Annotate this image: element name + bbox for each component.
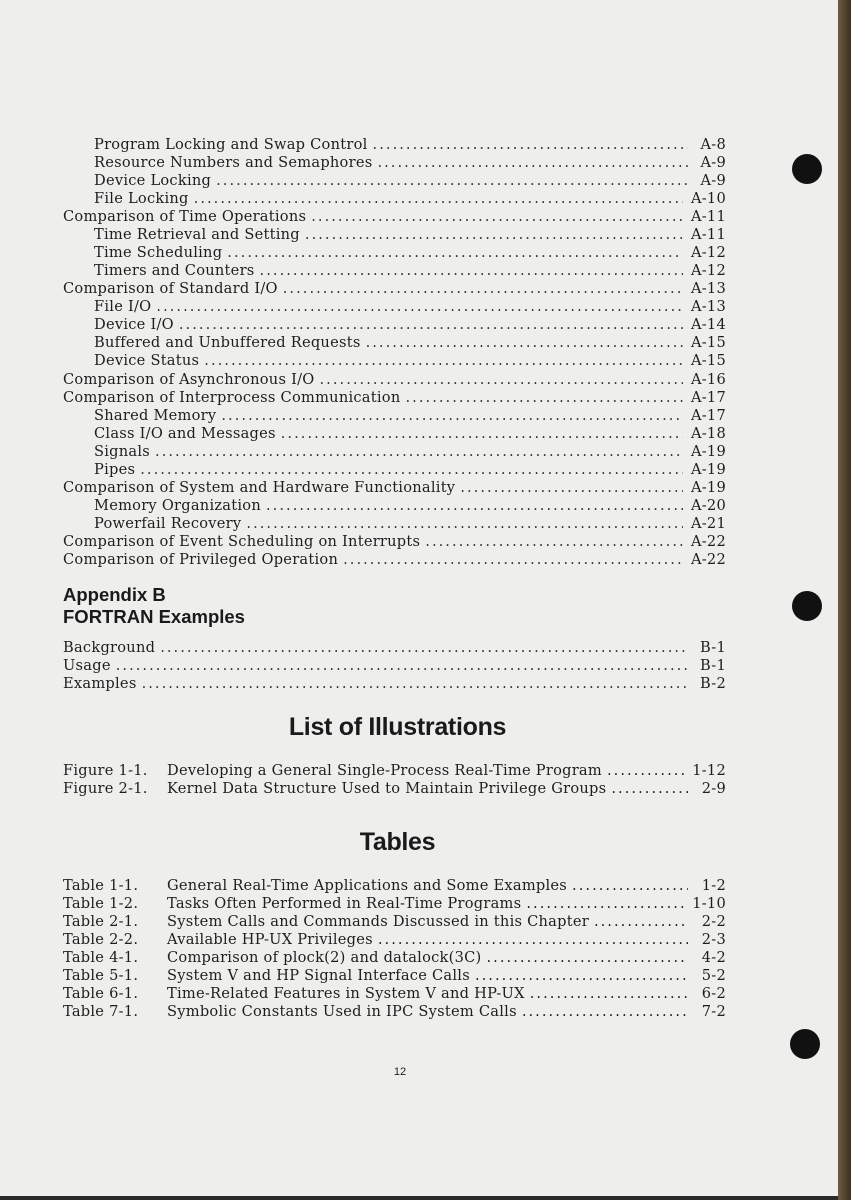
- toc-entry-label: File Locking: [94, 190, 189, 207]
- toc-entry-label: Comparison of System and Hardware Functionality: [63, 479, 456, 496]
- toc-entry-page: A-11: [690, 208, 726, 225]
- toc-entry-page: A-22: [690, 551, 726, 568]
- leader-dots: [405, 389, 682, 407]
- toc-entry[interactable]: [63, 533, 726, 551]
- toc-entry-label: Time Retrieval and Setting: [94, 226, 300, 243]
- page-edge: [838, 0, 851, 1200]
- table-number: Table 2-1.: [63, 913, 139, 930]
- table-label: Available HP-UX Privileges: [167, 931, 373, 948]
- leader-dots: [283, 280, 683, 298]
- toc-entry[interactable]: [94, 334, 726, 352]
- toc-entry-label: Signals: [94, 443, 151, 460]
- page-number: 12: [393, 1066, 407, 1078]
- table-page: 1-10: [692, 895, 726, 912]
- leader-dots: [281, 425, 683, 443]
- toc-entry-label: Class I/O and Messages: [94, 425, 276, 442]
- leader-dots: [227, 244, 683, 262]
- figure-page: 2-9: [701, 780, 726, 797]
- toc-entry-label: Comparison of Interprocess Communication: [63, 389, 401, 406]
- toc-entry-label: Program Locking and Swap Control: [94, 136, 368, 153]
- toc-entry-page: A-19: [690, 461, 726, 478]
- toc-entry-page: A-11: [690, 226, 726, 243]
- toc-entry-label: Comparison of Privileged Operation: [63, 551, 339, 568]
- leader-dots: [526, 895, 684, 913]
- toc-entry[interactable]: [94, 497, 726, 515]
- leader-dots: [460, 479, 683, 497]
- toc-entry[interactable]: [63, 639, 726, 657]
- toc-entry[interactable]: [94, 298, 726, 316]
- figure-entry[interactable]: [63, 780, 726, 798]
- toc-entry[interactable]: [94, 352, 726, 370]
- table-number: Table 2-2.: [63, 931, 139, 948]
- leader-dots: [204, 352, 683, 370]
- leader-dots: [179, 316, 683, 334]
- leader-dots: [155, 443, 683, 461]
- leader-dots: [156, 298, 683, 316]
- appendix-b-title: [63, 584, 245, 628]
- toc-entry[interactable]: [94, 461, 726, 479]
- toc-entry-page: B-2: [700, 675, 726, 692]
- toc-entry-page: A-19: [690, 443, 726, 460]
- table-number: Table 1-2.: [63, 895, 139, 912]
- toc-entry[interactable]: [63, 208, 726, 226]
- toc-entry-page: B-1: [700, 657, 726, 674]
- toc-entry[interactable]: [94, 154, 726, 172]
- table-page: 1-2: [701, 877, 726, 894]
- table-page: 2-3: [701, 931, 726, 948]
- toc-entry-page: B-1: [700, 639, 726, 656]
- toc-entry-page: A-9: [700, 154, 726, 171]
- table-number: Table 4-1.: [63, 949, 139, 966]
- figure-label: Kernel Data Structure Used to Maintain Privilege Groups: [167, 780, 607, 797]
- toc-entry[interactable]: [94, 172, 726, 190]
- toc-entry-label: Comparison of Asynchronous I/O: [63, 371, 315, 388]
- toc-entry-label: Device I/O: [94, 316, 174, 333]
- toc-entry-page: A-22: [690, 533, 726, 550]
- toc-entry-label: Memory Organization: [94, 497, 261, 514]
- figure-entry[interactable]: [63, 762, 726, 780]
- leader-dots: [221, 407, 683, 425]
- toc-entry[interactable]: [94, 262, 726, 280]
- leader-dots: [160, 639, 688, 657]
- toc-entry[interactable]: [94, 244, 726, 262]
- toc-entry-page: A-19: [690, 479, 726, 496]
- toc-entry[interactable]: [94, 136, 726, 154]
- toc-entry-label: Timers and Counters: [94, 262, 255, 279]
- toc-entry-label: Background: [63, 639, 156, 656]
- toc-entry[interactable]: [63, 371, 726, 389]
- table-page: 6-2: [701, 985, 726, 1002]
- leader-dots: [266, 497, 683, 515]
- toc-entry-page: A-12: [690, 262, 726, 279]
- binder-hole-icon: [792, 154, 822, 184]
- leader-dots: [194, 190, 683, 208]
- toc-entry[interactable]: [63, 479, 726, 497]
- toc-entry[interactable]: [63, 675, 726, 693]
- toc-entry-page: A-12: [690, 244, 726, 261]
- toc-entry-label: Examples: [63, 675, 137, 692]
- leader-dots: [475, 967, 688, 985]
- toc-entry-page: A-16: [690, 371, 726, 388]
- table-page: 2-2: [701, 913, 726, 930]
- toc-entry[interactable]: [94, 443, 726, 461]
- toc-entry-page: A-15: [690, 352, 726, 369]
- table-entry[interactable]: [63, 877, 726, 895]
- binder-hole-icon: [792, 591, 822, 621]
- table-number: Table 5-1.: [63, 967, 139, 984]
- toc-entry-page: A-20: [690, 497, 726, 514]
- leader-dots: [572, 877, 688, 895]
- leader-dots: [487, 949, 689, 967]
- toc-entry-label: Buffered and Unbuffered Requests: [94, 334, 361, 351]
- leader-dots: [343, 551, 683, 569]
- leader-dots: [305, 226, 683, 244]
- toc-entry-page: A-14: [690, 316, 726, 333]
- toc-entry[interactable]: [94, 226, 726, 244]
- toc-entry-page: A-17: [690, 389, 726, 406]
- illustrations-heading: List of Illustrations: [288, 713, 507, 741]
- leader-dots: [425, 533, 683, 551]
- table-number: Table 1-1.: [63, 877, 139, 894]
- leader-dots: [594, 913, 688, 931]
- toc-entry[interactable]: [94, 515, 726, 533]
- toc-entry-page: A-13: [690, 280, 726, 297]
- toc-entry[interactable]: [63, 657, 726, 675]
- toc-entry-label: Comparison of Time Operations: [63, 208, 307, 225]
- table-entry[interactable]: [63, 967, 726, 985]
- toc-entry-label: Pipes: [94, 461, 136, 478]
- table-label: Time-Related Features in System V and HP-UX: [167, 985, 525, 1002]
- toc-entry-label: Resource Numbers and Semaphores: [94, 154, 373, 171]
- toc-entry-page: A-15: [690, 334, 726, 351]
- appendix-b-line1: Appendix B: [63, 584, 166, 605]
- table-page: 5-2: [701, 967, 726, 984]
- table-entry[interactable]: [63, 931, 726, 949]
- leader-dots: [142, 675, 688, 693]
- leader-dots: [216, 172, 688, 190]
- toc-entry[interactable]: [63, 551, 726, 569]
- leader-dots: [116, 657, 688, 675]
- leader-dots: [260, 262, 683, 280]
- leader-dots: [378, 931, 688, 949]
- figure-number: Figure 2-1.: [63, 780, 148, 797]
- leader-dots: [140, 461, 683, 479]
- leader-dots: [373, 136, 688, 154]
- figure-page: 1-12: [692, 762, 726, 779]
- figure-number: Figure 1-1.: [63, 762, 148, 779]
- toc-entry-page: A-17: [690, 407, 726, 424]
- table-entry[interactable]: [63, 949, 726, 967]
- table-label: Comparison of plock(2) and datalock(3C): [167, 949, 482, 966]
- table-label: System V and HP Signal Interface Calls: [167, 967, 470, 984]
- table-entry[interactable]: [63, 985, 726, 1003]
- table-entry[interactable]: [63, 895, 726, 913]
- table-entry[interactable]: [63, 1003, 726, 1021]
- table-page: 4-2: [701, 949, 726, 966]
- toc-entry[interactable]: [63, 280, 726, 298]
- table-label: Symbolic Constants Used in IPC System Calls: [167, 1003, 517, 1020]
- toc-entry-label: Powerfail Recovery: [94, 515, 242, 532]
- toc-entry-label: Comparison of Standard I/O: [63, 280, 278, 297]
- table-number: Table 7-1.: [63, 1003, 139, 1020]
- toc-entry-page: A-18: [690, 425, 726, 442]
- toc-entry-label: File I/O: [94, 298, 152, 315]
- leader-dots: [319, 371, 682, 389]
- tables-heading: Tables: [359, 828, 436, 856]
- table-number: Table 6-1.: [63, 985, 139, 1002]
- figure-label: Developing a General Single-Process Real-Time Program: [167, 762, 602, 779]
- toc-entry-label: Comparison of Event Scheduling on Interrupts: [63, 533, 421, 550]
- toc-entry-page: A-21: [690, 515, 726, 532]
- toc-entry-page: A-8: [700, 136, 726, 153]
- binder-hole-icon: [790, 1029, 820, 1059]
- toc-entry-page: A-9: [700, 172, 726, 189]
- leader-dots: [246, 515, 683, 533]
- toc-entry[interactable]: [94, 190, 726, 208]
- toc-entry-label: Device Locking: [94, 172, 212, 189]
- appendix-b-line2: FORTRAN Examples: [63, 606, 245, 627]
- leader-dots: [522, 1003, 688, 1021]
- toc-entry[interactable]: [94, 425, 726, 443]
- table-label: System Calls and Commands Discussed in this Chapter: [167, 913, 589, 930]
- toc-entry-page: A-10: [690, 190, 726, 207]
- leader-dots: [611, 780, 688, 798]
- toc-entry-label: Time Scheduling: [94, 244, 223, 261]
- leader-dots: [530, 985, 688, 1003]
- leader-dots: [311, 208, 683, 226]
- leader-dots: [607, 762, 684, 780]
- toc-entry[interactable]: [94, 407, 726, 425]
- table-label: Tasks Often Performed in Real-Time Programs: [167, 895, 522, 912]
- toc-entry-label: Usage: [63, 657, 111, 674]
- toc-entry-label: Device Status: [94, 352, 200, 369]
- table-label: General Real-Time Applications and Some Examples: [167, 877, 568, 894]
- leader-dots: [366, 334, 683, 352]
- toc-entry-page: A-13: [690, 298, 726, 315]
- leader-dots: [377, 154, 688, 172]
- table-entry[interactable]: [63, 913, 726, 931]
- toc-entry-label: Shared Memory: [94, 407, 217, 424]
- toc-entry[interactable]: [63, 389, 726, 407]
- table-page: 7-2: [701, 1003, 726, 1020]
- toc-entry[interactable]: [94, 316, 726, 334]
